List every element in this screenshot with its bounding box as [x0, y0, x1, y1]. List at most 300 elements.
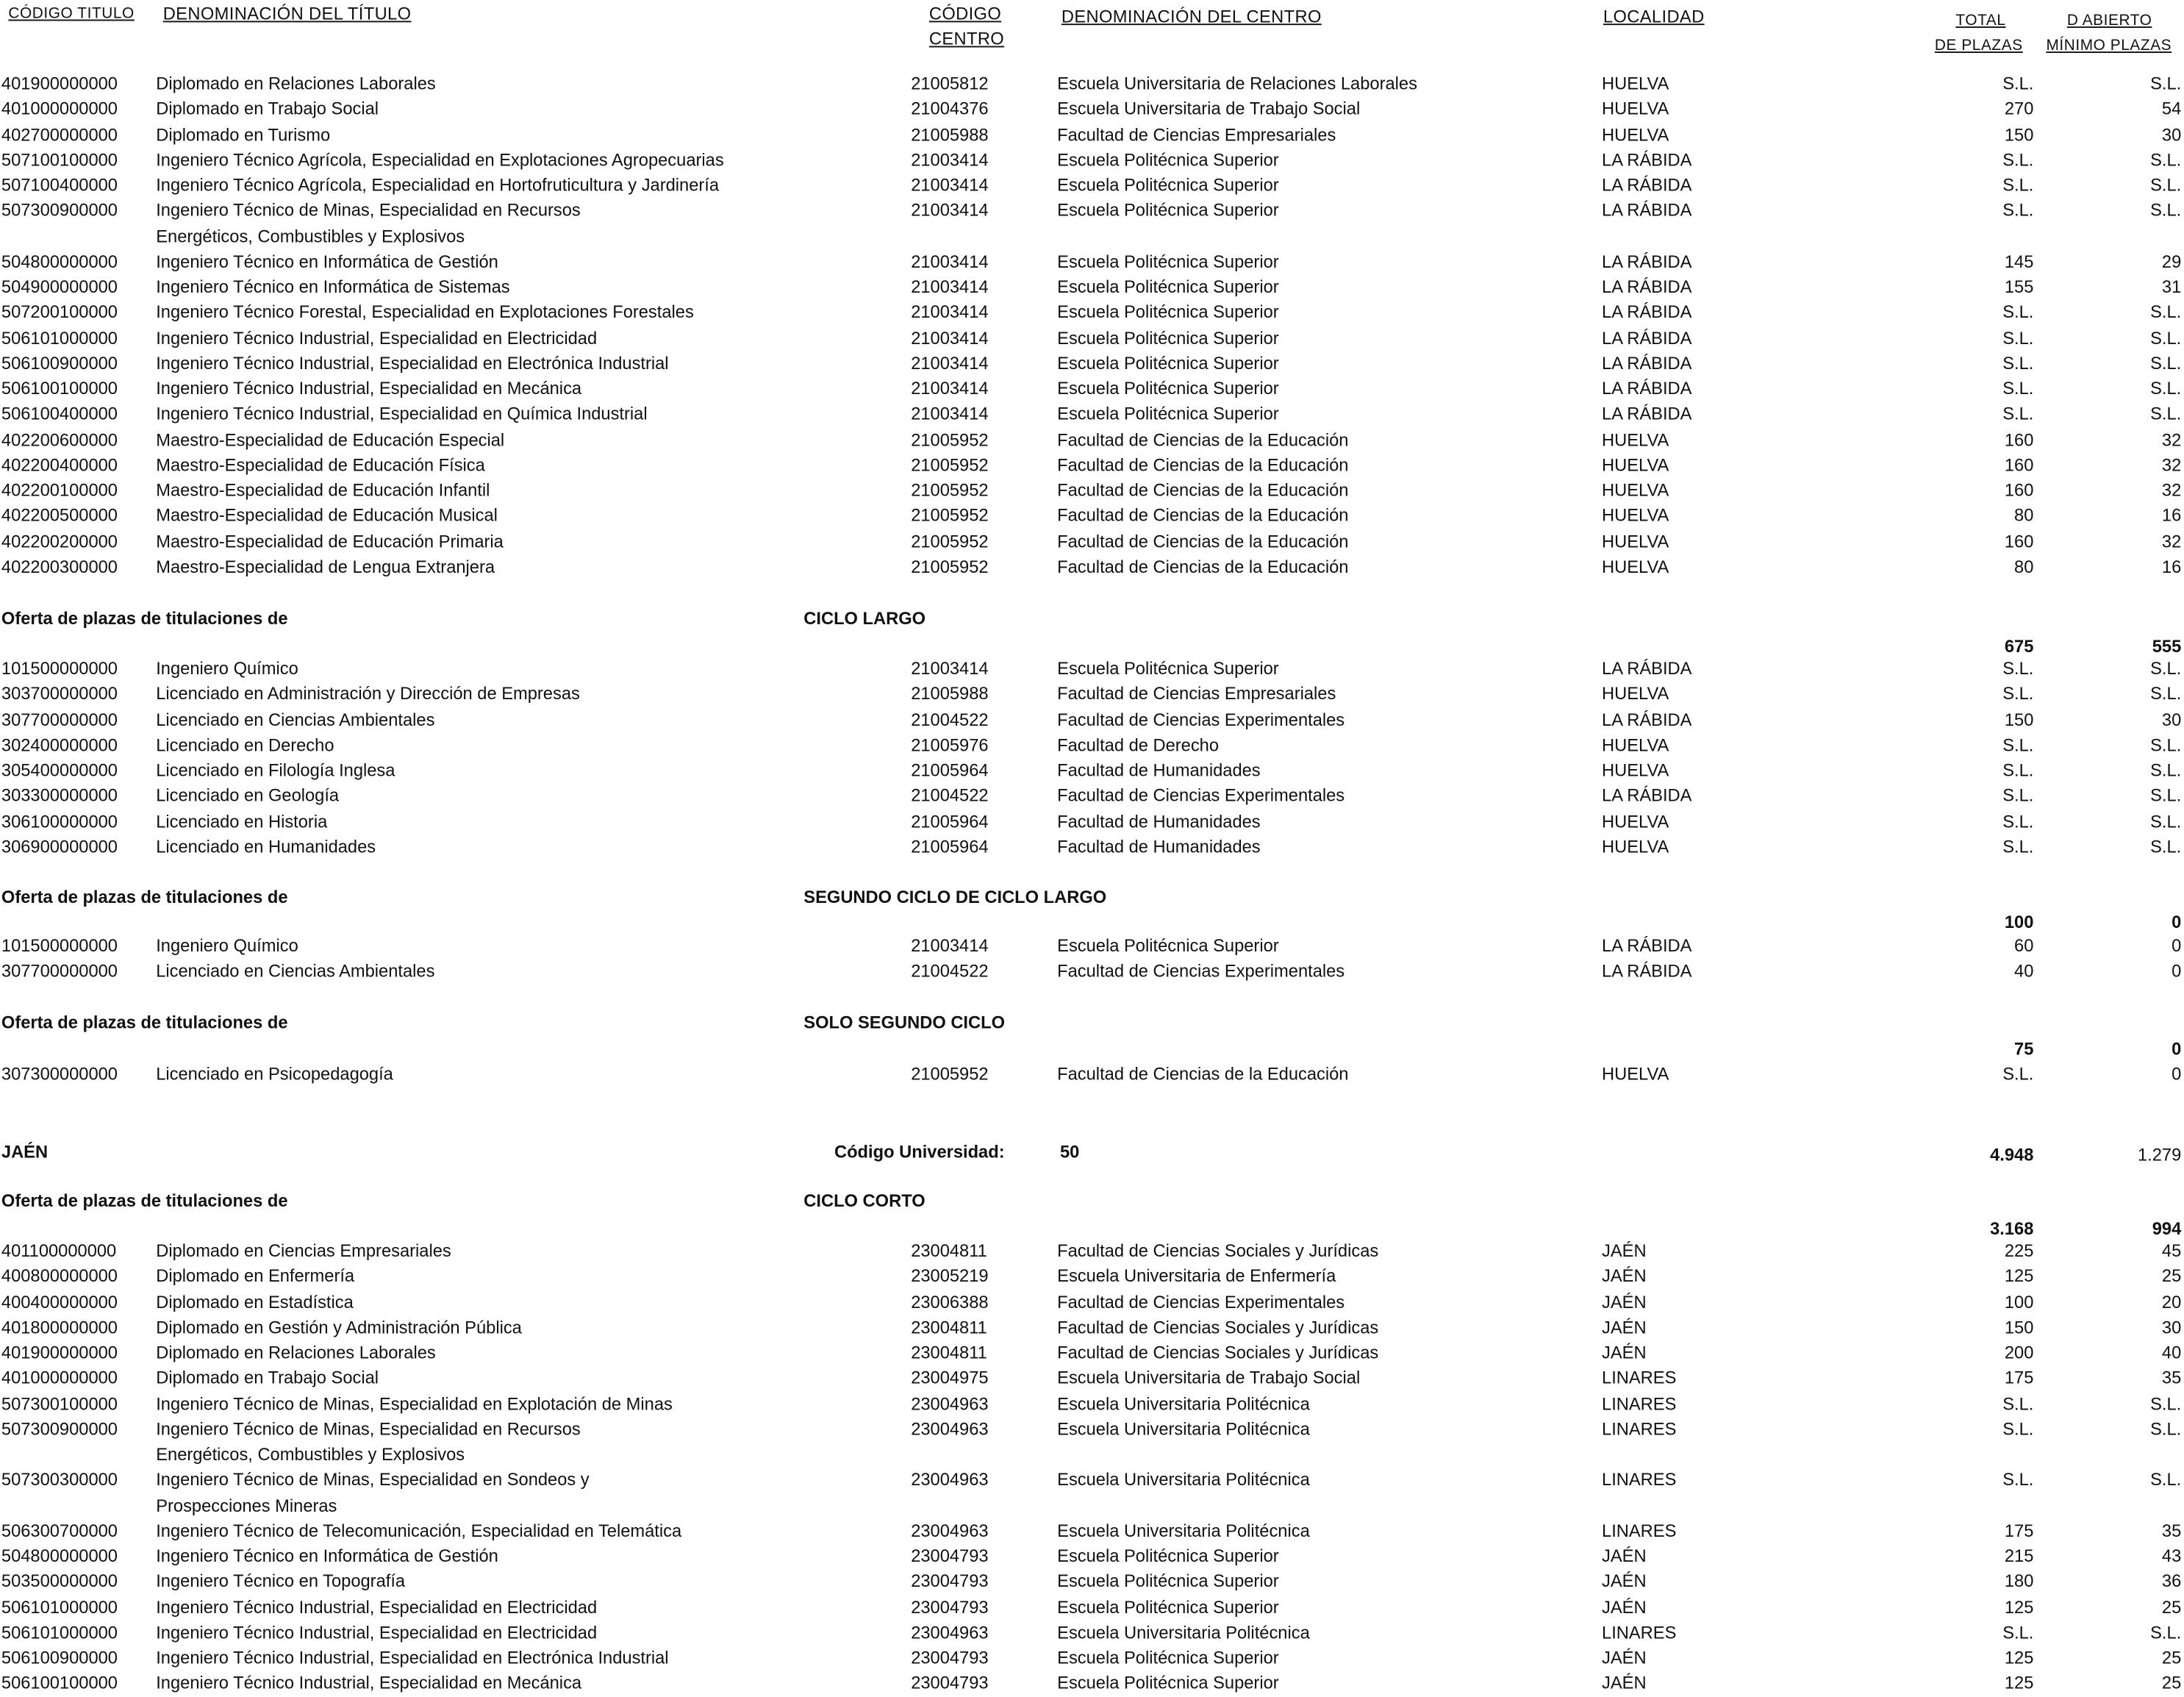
- total-plazas: 160: [2004, 531, 2034, 551]
- codigo-titulo: 402200200000: [1, 531, 118, 551]
- university-total: 4.948: [1990, 1145, 2034, 1165]
- localidad: HUELVA: [1602, 455, 1669, 475]
- denominacion-titulo: Ingeniero Técnico de Telecomunicación, Especialidad en Telemática: [156, 1521, 682, 1541]
- codigo-centro: 21005952: [911, 480, 989, 501]
- codigo-titulo: 506300700000: [1, 1521, 118, 1541]
- codigo-centro: 21005988: [911, 684, 989, 704]
- total-plazas: S.L.: [2002, 74, 2034, 93]
- total-plazas: 60: [2014, 936, 2034, 956]
- localidad: LA RÁBIDA: [1602, 328, 1692, 348]
- codigo-titulo: 101500000000: [1, 936, 118, 956]
- denominacion-centro: Facultad de Humanidades: [1057, 760, 1261, 781]
- denominacion-centro: Escuela Politécnica Superior: [1057, 1673, 1279, 1693]
- total-plazas: 160: [2004, 429, 2034, 450]
- denominacion-titulo: Diplomado en Trabajo Social: [156, 99, 379, 119]
- minimo-plazas: 32: [2161, 480, 2182, 501]
- codigo-titulo: 507200100000: [1, 302, 118, 323]
- codigo-titulo: 507300100000: [1, 1393, 118, 1414]
- total-plazas: 80: [2014, 506, 2034, 526]
- codigo-titulo: 504800000000: [1, 1546, 118, 1566]
- denominacion-centro: Escuela Politécnica Superior: [1057, 404, 1279, 424]
- minimo-plazas: S.L.: [2150, 659, 2182, 679]
- codigo-titulo: 303300000000: [1, 786, 118, 806]
- codigo-titulo: 402200100000: [1, 480, 118, 501]
- minimo-plazas: S.L.: [2150, 150, 2182, 170]
- denominacion-centro: Facultad de Ciencias de la Educación: [1057, 480, 1349, 501]
- localidad: HUELVA: [1602, 684, 1669, 704]
- minimo-plazas: 25: [2161, 1597, 2182, 1617]
- localidad: LINARES: [1602, 1521, 1677, 1541]
- localidad: LA RÁBIDA: [1602, 150, 1692, 170]
- codigo-centro: 21005952: [911, 1064, 989, 1085]
- total-plazas: 200: [2004, 1343, 2034, 1363]
- total-plazas: 145: [2004, 251, 2034, 272]
- denominacion-titulo: Ingeniero Técnico Industrial, Especialidad en Mecánica: [156, 1673, 582, 1693]
- codigo-titulo: 506100900000: [1, 353, 118, 374]
- codigo-titulo: 401000000000: [1, 99, 118, 119]
- denominacion-titulo: Licenciado en Historia: [156, 811, 328, 832]
- denominacion-titulo: Maestro-Especialidad de Educación Especial: [156, 429, 505, 450]
- localidad: HUELVA: [1602, 531, 1669, 551]
- denominacion-centro: Facultad de Ciencias de la Educación: [1057, 531, 1349, 551]
- localidad: LA RÁBIDA: [1602, 201, 1692, 221]
- denominacion-titulo: Ingeniero Técnico Industrial, Especialidad en Electrónica Industrial: [156, 1648, 669, 1668]
- codigo-titulo: 401900000000: [1, 74, 118, 93]
- minimo-plazas: S.L.: [2150, 328, 2182, 348]
- denominacion-centro: Facultad de Ciencias Sociales y Jurídicas: [1057, 1318, 1379, 1337]
- codigo-titulo: 305400000000: [1, 760, 118, 781]
- localidad: HUELVA: [1602, 480, 1669, 501]
- codigo-centro: 21005964: [911, 760, 989, 781]
- denominacion-titulo: Licenciado en Geología: [156, 786, 340, 806]
- ciclo-largo-section-total: 675: [2004, 636, 2034, 657]
- localidad: LA RÁBIDA: [1602, 302, 1692, 323]
- denominacion-titulo: Ingeniero Técnico Industrial, Especialidad en Electricidad: [156, 328, 598, 348]
- minimo-plazas: 30: [2161, 710, 2182, 729]
- codigo-titulo: 503500000000: [1, 1571, 118, 1592]
- minimo-plazas: 0: [2172, 961, 2182, 982]
- minimo-plazas: 45: [2161, 1241, 2182, 1261]
- denominacion-centro: Escuela Politécnica Superior: [1057, 1571, 1279, 1592]
- university-minimo: 1.279: [2137, 1145, 2182, 1165]
- codigo-centro: 23004793: [911, 1571, 989, 1592]
- minimo-plazas: S.L.: [2150, 175, 2182, 196]
- localidad: JAÉN: [1602, 1648, 1647, 1668]
- codigo-titulo: 506100400000: [1, 404, 118, 424]
- localidad: HUELVA: [1602, 1064, 1669, 1085]
- codigo-centro: 21005964: [911, 837, 989, 857]
- minimo-plazas: 31: [2161, 277, 2182, 297]
- denominacion-titulo: Diplomado en Relaciones Laborales: [156, 1343, 436, 1363]
- localidad: LA RÁBIDA: [1602, 251, 1692, 272]
- total-plazas: S.L.: [2002, 353, 2034, 374]
- denominacion-titulo: Ingeniero Técnico en Informática de Gestión: [156, 1546, 498, 1566]
- denominacion-titulo: Prospecciones Mineras: [156, 1496, 337, 1515]
- minimo-plazas: S.L.: [2150, 811, 2182, 832]
- header-denominacion-titulo: DENOMINACIÓN DEL TÍTULO: [162, 4, 412, 24]
- localidad: JAÉN: [1602, 1343, 1647, 1363]
- codigo-centro: 21003414: [911, 659, 989, 679]
- minimo-plazas: 32: [2161, 429, 2182, 450]
- denominacion-titulo: Diplomado en Gestión y Administración Pública: [156, 1318, 522, 1337]
- denominacion-centro: Facultad de Humanidades: [1057, 811, 1261, 832]
- denominacion-centro: Escuela Politécnica Superior: [1057, 659, 1279, 679]
- solo-segundo-section-minimo: 0: [2172, 1039, 2182, 1060]
- total-plazas: 80: [2014, 557, 2034, 576]
- codigo-titulo: 101500000000: [1, 659, 118, 679]
- codigo-titulo: 507300900000: [1, 1419, 118, 1439]
- codigo-centro: 21003414: [911, 277, 989, 297]
- denominacion-centro: Escuela Politécnica Superior: [1057, 1597, 1279, 1617]
- codigo-centro: 21003414: [911, 936, 989, 956]
- total-plazas: S.L.: [2002, 735, 2034, 755]
- denominacion-centro: Facultad de Ciencias Experimentales: [1057, 786, 1345, 806]
- codigo-centro: 23004963: [911, 1521, 989, 1541]
- denominacion-titulo: Diplomado en Turismo: [156, 124, 331, 145]
- denominacion-centro: Facultad de Ciencias de la Educación: [1057, 557, 1349, 576]
- codigo-centro: 23004811: [911, 1343, 987, 1363]
- denominacion-centro: Escuela Politécnica Superior: [1057, 936, 1279, 956]
- total-plazas: S.L.: [2002, 1622, 2034, 1643]
- codigo-centro: 23006388: [911, 1292, 989, 1312]
- minimo-plazas: S.L.: [2150, 379, 2182, 399]
- codigo-centro: 21004522: [911, 786, 989, 806]
- codigo-centro: 23004963: [911, 1419, 989, 1439]
- denominacion-titulo: Ingeniero Técnico de Minas, Especialidad en Sondeos y: [156, 1470, 590, 1490]
- codigo-centro: 23004975: [911, 1368, 989, 1388]
- header-codigo-titulo: CÓDIGO TITULO: [8, 5, 135, 23]
- denominacion-centro: Facultad de Ciencias Empresariales: [1057, 684, 1336, 704]
- total-plazas: S.L.: [2002, 404, 2034, 424]
- minimo-plazas: 0: [2172, 1064, 2182, 1085]
- total-plazas: 100: [2004, 1292, 2034, 1312]
- denominacion-titulo: Energéticos, Combustibles y Explosivos: [156, 226, 465, 246]
- denominacion-centro: Escuela Politécnica Superior: [1057, 1546, 1279, 1566]
- localidad: JAÉN: [1602, 1571, 1647, 1592]
- localidad: HUELVA: [1602, 735, 1669, 755]
- segundo-ciclo-section-type: SEGUNDO CICLO DE CICLO LARGO: [803, 887, 1107, 907]
- university-code-label: Código Universidad:: [834, 1142, 1005, 1162]
- denominacion-titulo: Ingeniero Técnico Forestal, Especialidad en Explotaciones Forestales: [156, 302, 694, 323]
- total-plazas: S.L.: [2002, 1393, 2034, 1414]
- total-plazas: 125: [2004, 1648, 2034, 1668]
- minimo-plazas: S.L.: [2150, 201, 2182, 221]
- denominacion-centro: Escuela Politécnica Superior: [1057, 328, 1279, 348]
- denominacion-titulo: Ingeniero Técnico en Informática de Gestión: [156, 251, 498, 272]
- denominacion-centro: Escuela Universitaria de Trabajo Social: [1057, 99, 1361, 119]
- localidad: LA RÁBIDA: [1602, 379, 1692, 399]
- solo-segundo-section-type: SOLO SEGUNDO CICLO: [803, 1012, 1006, 1033]
- jaen-ciclo-corto-section-label: Oferta de plazas de titulaciones de: [1, 1191, 288, 1211]
- minimo-plazas: S.L.: [2150, 684, 2182, 704]
- denominacion-titulo: Diplomado en Ciencias Empresariales: [156, 1241, 451, 1261]
- codigo-centro: 23004793: [911, 1546, 989, 1566]
- denominacion-titulo: Ingeniero Técnico en Topografía: [156, 1571, 406, 1592]
- header-codigo-centro-line1: CÓDIGO: [928, 4, 1002, 24]
- denominacion-titulo: Licenciado en Humanidades: [156, 837, 376, 857]
- denominacion-centro: Escuela Politécnica Superior: [1057, 1648, 1279, 1668]
- minimo-plazas: 54: [2161, 99, 2182, 119]
- minimo-plazas: 16: [2161, 557, 2182, 576]
- denominacion-centro: Escuela Politécnica Superior: [1057, 201, 1279, 221]
- denominacion-centro: Facultad de Ciencias Empresariales: [1057, 124, 1336, 145]
- denominacion-centro: Escuela Universitaria Politécnica: [1057, 1622, 1310, 1643]
- denominacion-centro: Facultad de Ciencias Experimentales: [1057, 961, 1345, 982]
- codigo-titulo: 402200400000: [1, 455, 118, 475]
- minimo-plazas: 35: [2161, 1368, 2182, 1388]
- localidad: LA RÁBIDA: [1602, 936, 1692, 956]
- minimo-plazas: 16: [2161, 506, 2182, 526]
- denominacion-titulo: Maestro-Especialidad de Educación Infantil: [156, 480, 490, 501]
- total-plazas: 160: [2004, 455, 2034, 475]
- minimo-plazas: S.L.: [2150, 353, 2182, 374]
- minimo-plazas: 43: [2161, 1546, 2182, 1566]
- denominacion-titulo: Diplomado en Estadística: [156, 1292, 354, 1312]
- codigo-titulo: 504800000000: [1, 251, 118, 272]
- denominacion-centro: Escuela Universitaria de Relaciones Laborales: [1057, 74, 1417, 93]
- ciclo-largo-section-type: CICLO LARGO: [803, 609, 926, 629]
- localidad: JAÉN: [1602, 1597, 1647, 1617]
- denominacion-titulo: Ingeniero Técnico Agrícola, Especialidad en Explotaciones Agropecuarias: [156, 150, 724, 170]
- denominacion-titulo: Diplomado en Enfermería: [156, 1266, 355, 1287]
- university-name: JAÉN: [1, 1142, 49, 1162]
- total-plazas: S.L.: [2002, 201, 2034, 221]
- minimo-plazas: 35: [2161, 1521, 2182, 1541]
- header-localidad: LOCALIDAD: [1603, 7, 1705, 27]
- header-denominacion-centro: DENOMINACIÓN DEL CENTRO: [1061, 7, 1322, 27]
- denominacion-titulo: Ingeniero Técnico Industrial, Especialidad en Electricidad: [156, 1597, 598, 1617]
- denominacion-centro: Escuela Universitaria Politécnica: [1057, 1521, 1310, 1541]
- denominacion-titulo: Maestro-Especialidad de Educación Musical: [156, 506, 498, 526]
- jaen-ciclo-corto-section-total: 3.168: [1990, 1218, 2034, 1239]
- denominacion-titulo: Ingeniero Técnico de Minas, Especialidad en Recursos: [156, 201, 581, 221]
- minimo-plazas: 25: [2161, 1648, 2182, 1668]
- total-plazas: 150: [2004, 124, 2034, 145]
- segundo-ciclo-section-label: Oferta de plazas de titulaciones de: [1, 887, 288, 907]
- codigo-centro: 21005952: [911, 455, 989, 475]
- total-plazas: S.L.: [2002, 684, 2034, 704]
- header-codigo-centro-line2: CENTRO: [928, 29, 1005, 49]
- codigo-centro: 23004793: [911, 1648, 989, 1668]
- total-plazas: 180: [2004, 1571, 2034, 1592]
- denominacion-titulo: Ingeniero Técnico Industrial, Especialidad en Electricidad: [156, 1622, 598, 1643]
- total-plazas: S.L.: [2002, 1064, 2034, 1085]
- localidad: HUELVA: [1602, 811, 1669, 832]
- codigo-titulo: 401800000000: [1, 1318, 118, 1337]
- minimo-plazas: S.L.: [2150, 302, 2182, 323]
- minimo-plazas: 36: [2161, 1571, 2182, 1592]
- total-plazas: 175: [2004, 1521, 2034, 1541]
- minimo-plazas: 30: [2161, 124, 2182, 145]
- total-plazas: 215: [2004, 1546, 2034, 1566]
- codigo-centro: 21004522: [911, 961, 989, 982]
- codigo-centro: 23004963: [911, 1393, 989, 1414]
- localidad: LA RÁBIDA: [1602, 277, 1692, 297]
- denominacion-centro: Escuela Universitaria Politécnica: [1057, 1393, 1310, 1414]
- codigo-centro: 23004963: [911, 1470, 989, 1490]
- localidad: HUELVA: [1602, 760, 1669, 781]
- minimo-plazas: 25: [2161, 1266, 2182, 1287]
- segundo-ciclo-section-minimo: 0: [2172, 912, 2182, 932]
- codigo-titulo: 507300300000: [1, 1470, 118, 1490]
- codigo-centro: 21005952: [911, 557, 989, 576]
- denominacion-centro: Escuela Politécnica Superior: [1057, 353, 1279, 374]
- minimo-plazas: 29: [2161, 251, 2182, 272]
- codigo-centro: 21003414: [911, 379, 989, 399]
- minimo-plazas: S.L.: [2150, 1393, 2182, 1414]
- localidad: HUELVA: [1602, 506, 1669, 526]
- codigo-centro: 23004811: [911, 1241, 987, 1261]
- minimo-plazas: 30: [2161, 1318, 2182, 1337]
- solo-segundo-section-total: 75: [2014, 1039, 2034, 1060]
- denominacion-titulo: Licenciado en Ciencias Ambientales: [156, 710, 435, 729]
- total-plazas: S.L.: [2002, 786, 2034, 806]
- denominacion-centro: Escuela Universitaria Politécnica: [1057, 1419, 1310, 1439]
- codigo-titulo: 506101000000: [1, 1622, 118, 1643]
- localidad: LA RÁBIDA: [1602, 786, 1692, 806]
- codigo-titulo: 400800000000: [1, 1266, 118, 1287]
- codigo-titulo: 507100100000: [1, 150, 118, 170]
- localidad: HUELVA: [1602, 99, 1669, 119]
- localidad: JAÉN: [1602, 1318, 1647, 1337]
- localidad: LINARES: [1602, 1393, 1677, 1414]
- localidad: LINARES: [1602, 1622, 1677, 1643]
- codigo-centro: 21005812: [911, 74, 989, 93]
- denominacion-titulo: Ingeniero Técnico Industrial, Especialidad en Mecánica: [156, 379, 582, 399]
- total-plazas: S.L.: [2002, 811, 2034, 832]
- localidad: HUELVA: [1602, 557, 1669, 576]
- codigo-centro: 21005952: [911, 506, 989, 526]
- denominacion-centro: Escuela Politécnica Superior: [1057, 251, 1279, 272]
- codigo-centro: 21005988: [911, 124, 989, 145]
- total-plazas: 225: [2004, 1241, 2034, 1261]
- total-plazas: 150: [2004, 1318, 2034, 1337]
- denominacion-titulo: Energéticos, Combustibles y Explosivos: [156, 1444, 465, 1465]
- localidad: HUELVA: [1602, 74, 1669, 93]
- denominacion-centro: Facultad de Humanidades: [1057, 837, 1261, 857]
- denominacion-titulo: Ingeniero Técnico de Minas, Especialidad en Explotación de Minas: [156, 1393, 673, 1414]
- minimo-plazas: S.L.: [2150, 74, 2182, 93]
- codigo-centro: 21004376: [911, 99, 989, 119]
- minimo-plazas: S.L.: [2150, 1419, 2182, 1439]
- codigo-titulo: 302400000000: [1, 735, 118, 755]
- denominacion-titulo: Maestro-Especialidad de Educación Primaria: [156, 531, 504, 551]
- total-plazas: 150: [2004, 710, 2034, 729]
- denominacion-centro: Facultad de Ciencias de la Educación: [1057, 1064, 1349, 1085]
- denominacion-centro: Facultad de Ciencias Experimentales: [1057, 710, 1345, 729]
- total-plazas: S.L.: [2002, 379, 2034, 399]
- denominacion-titulo: Ingeniero Químico: [156, 936, 298, 956]
- denominacion-titulo: Licenciado en Filología Inglesa: [156, 760, 395, 781]
- codigo-titulo: 506100900000: [1, 1648, 118, 1668]
- denominacion-centro: Escuela Universitaria de Enfermería: [1057, 1266, 1336, 1287]
- denominacion-centro: Escuela Politécnica Superior: [1057, 175, 1279, 196]
- codigo-titulo: 402700000000: [1, 124, 118, 145]
- denominacion-titulo: Diplomado en Relaciones Laborales: [156, 74, 436, 93]
- minimo-plazas: S.L.: [2150, 760, 2182, 781]
- localidad: LA RÁBIDA: [1602, 659, 1692, 679]
- total-plazas: 175: [2004, 1368, 2034, 1388]
- denominacion-titulo: Ingeniero Técnico Industrial, Especialidad en Electrónica Industrial: [156, 353, 669, 374]
- codigo-titulo: 303700000000: [1, 684, 118, 704]
- codigo-titulo: 401900000000: [1, 1343, 118, 1363]
- minimo-plazas: S.L.: [2150, 1470, 2182, 1490]
- denominacion-titulo: Licenciado en Ciencias Ambientales: [156, 961, 435, 982]
- codigo-centro: 21005964: [911, 811, 989, 832]
- localidad: HUELVA: [1602, 124, 1669, 145]
- codigo-centro: 21003414: [911, 175, 989, 196]
- segundo-ciclo-section-total: 100: [2004, 912, 2034, 932]
- total-plazas: S.L.: [2002, 175, 2034, 196]
- denominacion-centro: Facultad de Ciencias Sociales y Jurídicas: [1057, 1241, 1379, 1261]
- minimo-plazas: S.L.: [2150, 837, 2182, 857]
- codigo-centro: 21003414: [911, 353, 989, 374]
- denominacion-titulo: Licenciado en Administración y Dirección de Empresas: [156, 684, 580, 704]
- minimo-plazas: 20: [2161, 1292, 2182, 1312]
- codigo-titulo: 504900000000: [1, 277, 118, 297]
- minimo-plazas: 32: [2161, 531, 2182, 551]
- denominacion-centro: Escuela Politécnica Superior: [1057, 302, 1279, 323]
- total-plazas: S.L.: [2002, 1419, 2034, 1439]
- codigo-titulo: 506101000000: [1, 1597, 118, 1617]
- minimo-plazas: 40: [2161, 1343, 2182, 1363]
- denominacion-centro: Facultad de Derecho: [1057, 735, 1220, 755]
- codigo-titulo: 402200600000: [1, 429, 118, 450]
- solo-segundo-section-label: Oferta de plazas de titulaciones de: [1, 1012, 288, 1033]
- ciclo-largo-section-minimo: 555: [2152, 636, 2182, 657]
- total-plazas: S.L.: [2002, 1470, 2034, 1490]
- header-total-line2: DE PLAZAS: [1934, 37, 2023, 54]
- denominacion-titulo: Maestro-Especialidad de Lengua Extranjera: [156, 557, 495, 576]
- codigo-centro: 21003414: [911, 150, 989, 170]
- denominacion-centro: Facultad de Ciencias de la Educación: [1057, 429, 1349, 450]
- codigo-centro: 21003414: [911, 328, 989, 348]
- denominacion-centro: Escuela Politécnica Superior: [1057, 379, 1279, 399]
- denominacion-centro: Facultad de Ciencias de la Educación: [1057, 506, 1349, 526]
- codigo-titulo: 506100100000: [1, 1673, 118, 1693]
- denominacion-titulo: Maestro-Especialidad de Educación Física: [156, 455, 485, 475]
- codigo-titulo: 402200500000: [1, 506, 118, 526]
- denominacion-centro: Facultad de Ciencias Sociales y Jurídicas: [1057, 1343, 1379, 1363]
- jaen-ciclo-corto-section-minimo: 994: [2152, 1218, 2182, 1239]
- denominacion-titulo: Licenciado en Derecho: [156, 735, 334, 755]
- localidad: LINARES: [1602, 1419, 1677, 1439]
- localidad: HUELVA: [1602, 429, 1669, 450]
- minimo-plazas: S.L.: [2150, 735, 2182, 755]
- codigo-titulo: 402200300000: [1, 557, 118, 576]
- localidad: LA RÁBIDA: [1602, 961, 1692, 982]
- localidad: LINARES: [1602, 1368, 1677, 1388]
- codigo-titulo: 307300000000: [1, 1064, 118, 1085]
- codigo-centro: 23004963: [911, 1622, 989, 1643]
- minimo-plazas: 0: [2172, 936, 2182, 956]
- denominacion-centro: Escuela Politécnica Superior: [1057, 150, 1279, 170]
- total-plazas: 270: [2004, 99, 2034, 119]
- codigo-titulo: 507100400000: [1, 175, 118, 196]
- codigo-titulo: 306100000000: [1, 811, 118, 832]
- codigo-centro: 21005952: [911, 531, 989, 551]
- codigo-centro: 23005219: [911, 1266, 989, 1287]
- codigo-centro: 21005976: [911, 735, 989, 755]
- minimo-plazas: 25: [2161, 1673, 2182, 1693]
- total-plazas: S.L.: [2002, 328, 2034, 348]
- codigo-titulo: 307700000000: [1, 710, 118, 729]
- codigo-titulo: 400400000000: [1, 1292, 118, 1312]
- localidad: JAÉN: [1602, 1266, 1647, 1287]
- codigo-centro: 21004522: [911, 710, 989, 729]
- total-plazas: 125: [2004, 1597, 2034, 1617]
- denominacion-centro: Escuela Universitaria Politécnica: [1057, 1470, 1310, 1490]
